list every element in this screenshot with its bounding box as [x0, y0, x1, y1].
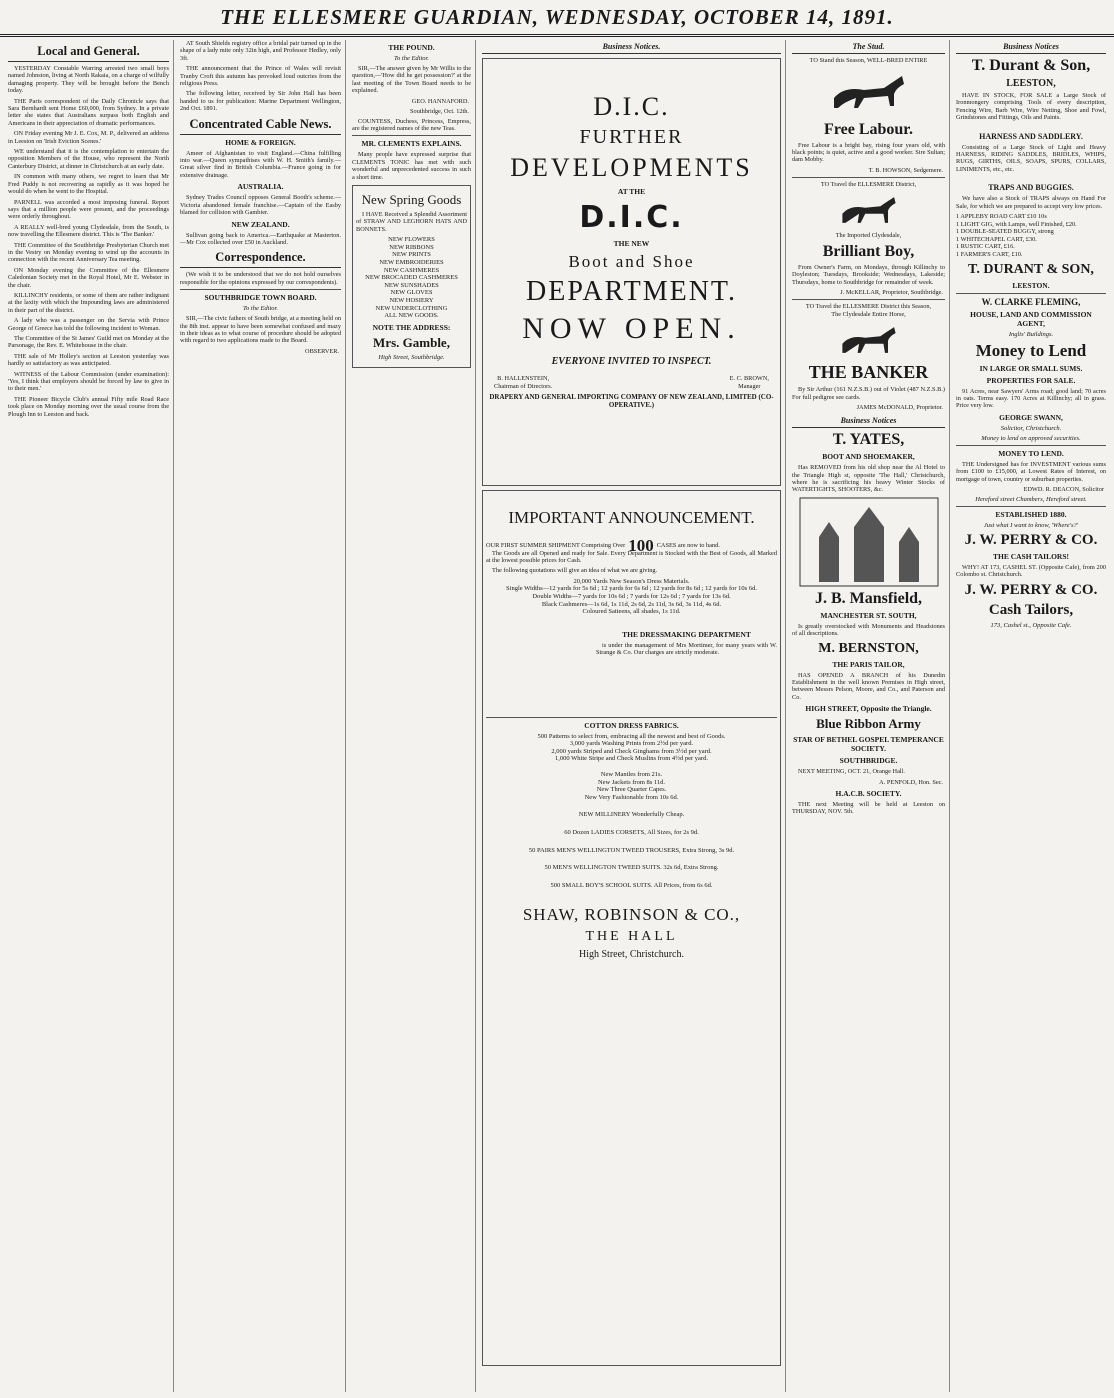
letter-paragraph: SIR,—The answer given by Mr Willis to the question,—'How did he get possession?' at the last meeting of the Town Board needs to be explained.	[352, 65, 471, 95]
everyone-invited: EVERYONE INVITED TO INSPECT.	[551, 356, 712, 367]
ribbon-title: Blue Ribbon Army	[816, 716, 921, 732]
at-the: AT THE	[617, 187, 646, 196]
news-paragraph: ON Friday evening Mr J. E. Cox, M. P., delivered an address in Leeston on 'Irish Eviction Scenes.'	[8, 130, 169, 145]
fleming-subhead: HOUSE, LAND AND COMMISSION AGENT,	[970, 309, 1092, 328]
chairman-role: Chairman of Directors.	[494, 382, 553, 390]
note-address: NOTE THE ADDRESS:	[372, 322, 451, 332]
column-business	[952, 40, 1110, 1392]
column-news-2	[176, 40, 346, 1392]
spring-item: NEW SUNSHADES	[384, 281, 439, 289]
news-paragraph: ON Monday evening the Committee of the Ellesmere Caledonian Society met in the Royal Hotel, Mr E. Webster in the chair.	[8, 266, 169, 289]
mansfield-subhead: MANCHESTER ST. SOUTH,	[820, 610, 917, 620]
ribbon-subhead: STAR OF BETHEL GOSPEL TEMPERANCE SOCIETY.	[793, 735, 944, 754]
news-paragraph: A REALLY well-bred young Clydesdale, from the South, is now travelling the Ellesmere district. This is 'The Banker.'	[8, 223, 169, 239]
column-header: Business Notices.	[482, 40, 781, 54]
fleming-title: W. CLARKE FLEMING,	[981, 296, 1081, 307]
established: ESTABLISHED 1880.	[995, 510, 1067, 520]
perry-paragraph: WHY! AT 173, CASHEL ST. (Opposite Cafe), from 200 Colombo st. Christchurch.	[956, 564, 1106, 579]
spring-intro: I HAVE Received a Splendid Assortment of STRAW AND LEGHORN HATS AND BONNETS.	[356, 211, 467, 233]
column-header: Business Notices	[956, 40, 1106, 54]
divider	[956, 293, 1106, 294]
shaw-address: High Street, Christchurch.	[579, 949, 684, 961]
brilliant-boy-paragraph: From Owner's Farm, on Mondays, through Killinchy to Doyleston; Tuesdays, Brookside; Wednesdays, Lakeside; Thursdays, home to Southbridge for remainder of week.	[792, 264, 945, 286]
free-labour-title: Free Labour.	[824, 120, 913, 138]
goods-paragraph: The Goods are all Opened and ready for Sale. Every Department is Stocked with the Best of Goods, all Marked at the lowest possible prices for Cash.	[486, 549, 777, 564]
spring-item: NEW EMBROIDERIES	[379, 259, 444, 267]
letter-signature: GEO. HANNAFORD.	[411, 97, 469, 105]
company-name: DRAPERY AND GENERAL IMPORTING COMPANY OF NEW ZEALAND, LIMITED (CO-OPERATIVE.)	[489, 393, 774, 410]
mansfield-title: J. B. Mansfield,	[814, 589, 923, 607]
letter-date: Southbridge, Oct. 12th.	[410, 107, 469, 115]
news-paragraph: WITNESS of the Labour Commission (under examination): 'Yes, I think that employers should be forced by law to give in to their men.'	[8, 370, 169, 393]
dressmaking-paragraph: is under the management of Mrs Mortimer, for many years with W. Strange & Co. Our charges are strictly moderate.	[596, 641, 777, 657]
harness-paragraph: Consisting of a Large Stock of Light and Heavy HARNESS, RIDING SADDLES, BRIDLES, WHIPS, RUGS, GIRTHS, OILS, SOAPS, SPURS, COLLARS, LINIMENTS, etc., etc.	[956, 143, 1106, 173]
fleming-address: Inglis' Buildings.	[1008, 330, 1054, 338]
cash-address: 173, Cashel st., Opposite Cafe.	[990, 621, 1072, 629]
column-local-news	[4, 40, 174, 1392]
australia-subhead: AUSTRALIA.	[237, 182, 284, 192]
the-hall: THE HALL	[585, 929, 678, 945]
ribbon-place: SOUTHBRIDGE.	[839, 756, 898, 766]
developments-heading: DEVELOPMENTS	[510, 153, 753, 182]
news-paragraph: THE Committee of the Southbridge Presbyterian Church met in the Vestry on Monday evening to wind up the accounts in connection with the recent Anniversary Tea meeting.	[8, 241, 169, 264]
dressmaking-block	[596, 630, 777, 657]
properties-paragraph: 91 Acres, near Sawyers' Arms road; good land; 70 acres in oats. Terms easy. 170 Acres at Killinchy; all in grass. Price very low.	[956, 387, 1106, 410]
news-paragraph: IN common with many others, we regret to learn that Mr Fred Puddy is not recovering as rapidly as it was hoped he would do when he went to the Hospital.	[8, 173, 169, 196]
trap-item: 1 WHITECHAPEL CART, £30.	[956, 235, 1037, 243]
swann-title: GEORGE SWANN,	[999, 412, 1063, 422]
divider	[486, 717, 777, 718]
traps-paragraph: We have also a Stock of TRAPS always on Hand For Sale, for which we are prepared to accept very low prices.	[956, 195, 1106, 210]
yates-title: T. YATES,	[832, 431, 905, 449]
masthead	[0, 0, 1114, 37]
cable-subhead: HOME & FOREIGN.	[225, 137, 296, 147]
dressmaking-heading: THE DRESSMAKING DEPARTMENT	[622, 629, 751, 639]
news-paragraph: COUNTESS, Duchess, Princess, Empress, are the registered names of the new Teas.	[352, 117, 471, 133]
letter-signature: OBSERVER.	[305, 347, 339, 355]
brilliant-boy-signature: J. McKELLAR, Proprietor, Southbridge.	[840, 289, 943, 297]
manager	[730, 375, 769, 390]
price-line: 500 Patterns to select from, embracing all the newest and best of Goods.	[537, 732, 726, 740]
the-new: THE NEW	[613, 239, 650, 248]
price-line: New Jackets from 8s 11d.	[597, 778, 666, 786]
banker-title: THE BANKER	[808, 362, 929, 383]
price-line: 500 SMALL BOY'S SCHOOL SUITS. All Prices, from 6s 6d.	[550, 881, 713, 889]
mtl-paragraph: THE Undersigned has for INVESTMENT various sums from £100 to £15,000, at Lowest Rates of Interest, on mortgage of town, country or suburban properties.	[956, 460, 1106, 483]
spring-item: NEW RIBBONS	[389, 243, 434, 251]
chairman-name: B. HALLENSTEIN,	[497, 375, 550, 382]
mtl-heading: MONEY TO LEND.	[998, 448, 1064, 458]
travel-notice: TO Travel the ELLESMERE District this Season,	[805, 303, 932, 311]
durant-paragraph: HAVE IN STOCK, FOR SALE a Large Stock of Ironmongery comprising Tools of every description, Fencing Wire, Barb Wire, Wire Netting, Shoe and Fowl, Grindstones and Fittings, Oils and Paints.	[956, 92, 1106, 122]
free-labour-signature: T. B. HOWSON, Sedgemere.	[868, 166, 943, 174]
dic-logo: D.I.C.	[579, 200, 684, 235]
divider	[956, 445, 1106, 446]
nz-paragraph: Sullivan going back to America.—Earthquake at Masterton.—Mr Cox collected over £50 in Auckland.	[180, 231, 341, 246]
hacb-paragraph: THE next Meeting will be held at Leeston on THURSDAY, NOV. 5th.	[792, 800, 945, 816]
manager-name: E. C. BROWN,	[729, 375, 769, 382]
news-paragraph: THE announcement that the Prince of Wales will revisit Tranby Croft this autumn has provoked loud outcries from the religious Press.	[180, 65, 341, 88]
divider	[180, 289, 341, 290]
properties-heading: PROPERTIES FOR SALE.	[986, 375, 1076, 385]
cable-paragraph: Ameer of Afghanistan to visit England.—China fulfilling into war.—Queen sympathises with W. H. Smith's family.—Great silver find in British Columbia.—France going in for extensive drainage.	[180, 149, 341, 179]
deacon-signature: EDWD. R. DEACON, Solicitor	[1023, 486, 1104, 494]
further-heading: FURTHER	[579, 126, 684, 148]
durant-place: LEESTON,	[1006, 78, 1056, 89]
shipment-count: 100	[628, 536, 654, 555]
price-line: New Mantles from 21s.	[600, 770, 663, 778]
spacer	[486, 872, 777, 882]
price-line: 1,000 White Stripe and Check Muslins from 4½d per yard.	[555, 755, 708, 763]
perry-question: Just what I want to know, 'Where's?'	[983, 522, 1079, 530]
spacer	[486, 837, 777, 847]
ribbon-signature: A. PENFOLD, Hon. Sec.	[879, 778, 943, 786]
dic-title: D.I.C.	[593, 92, 670, 121]
column-header: Business Notices	[792, 414, 945, 428]
money-to-lend-title: Money to Lend	[975, 340, 1087, 360]
bernston-subhead: THE PARIS TAILOR,	[832, 659, 905, 669]
banker-signature: JAMES McDONALD, Proprietor.	[856, 404, 943, 412]
stand-notice: TO Stand this Season, WELL-BRED ENTIRE	[809, 57, 928, 64]
column-dic-advert	[478, 40, 786, 1392]
trap-item: 1 APPLEBY ROAD CART £10 10s	[956, 213, 1047, 221]
horse-icon	[834, 191, 904, 229]
section-title: Local and General.	[8, 44, 169, 62]
letter-paragraph: Many people have expressed surprise that CLEMENTS TONIC has met with such wonderful and unprecedented success in such a short time.	[352, 151, 471, 181]
divider	[956, 506, 1106, 507]
trap-item: 1 LIGHT GIG, with Lamps, well Finished, £20.	[956, 220, 1077, 228]
yates-subhead: BOOT AND SHOEMAKER,	[822, 452, 915, 462]
price-line: Coloured Satteens, all shades, 1s 11d.	[582, 608, 681, 616]
advertiser-address: High Street, Southbridge.	[378, 353, 445, 361]
price-line: 3,000 yards Washing Prints from 2½d per yard.	[569, 740, 694, 748]
price-line: 60 Dozen LADIES CORSETS, All Sizes, for 2s 9d.	[564, 828, 699, 836]
news-paragraph: THE sale of Mr Holley's section at Leeston yesterday was hardly so satisfactory as was anticipated.	[8, 352, 169, 368]
travel-notice: TO Travel the ELLESMERE District,	[820, 180, 917, 188]
cash-tailors: Cash Tailors,	[988, 601, 1074, 618]
dic-advert	[482, 58, 781, 486]
now-open-heading: NOW OPEN.	[522, 312, 741, 345]
durant-footer: T. DURANT & SON,	[968, 261, 1094, 277]
spring-item: NEW CASHMERES	[383, 266, 440, 274]
divider	[792, 177, 945, 178]
money-subhead: IN LARGE OR SMALL SUMS.	[979, 363, 1083, 373]
price-line: New Very Fashionable from 10s 6d.	[584, 793, 679, 801]
hacb-title: H.A.C.B. SOCIETY.	[835, 788, 902, 798]
spring-goods-ad	[352, 185, 471, 368]
free-labour-paragraph: Free Labour is a bright bay, rising four years old, with black points; is quiet, active and a good worker. Sire Sultan; dam Mobby.	[792, 141, 945, 164]
cotton-heading: COTTON DRESS FABRICS.	[584, 720, 679, 730]
brilliant-boy-title: Brilliant Boy,	[822, 243, 915, 260]
shipment-line	[486, 536, 777, 555]
news-paragraph: The Committee of the St James' Guild met on Monday at the Parsonage, the Rev. E. Whitehouse in the chair.	[8, 335, 169, 350]
shipment-text-2: CASES are now to hand.	[656, 542, 720, 549]
letter-subhead: SOUTHBRIDGE TOWN BOARD.	[204, 293, 317, 303]
chairman	[494, 375, 552, 390]
to-editor: To the Editor.	[394, 55, 429, 62]
manager-role: Manager	[738, 382, 761, 390]
price-line: New Three Quarter Capes.	[596, 786, 667, 794]
shaw-robinson-advert	[482, 490, 781, 1366]
spacer	[486, 763, 777, 771]
horse-icon	[834, 321, 904, 359]
news-paragraph: YESTERDAY Constable Warring arrested two small boys named Johnston, living at North Rakaia, on a charge of wilfully damaging property. They will be brought before the Bench today.	[8, 65, 169, 95]
news-paragraph: AT South Shields registry office a bridal pair turned up in the shape of a lady mite only 32in high, and Professor Hedley, only 3ft.	[180, 40, 341, 62]
durant-title: T. Durant & Son,	[971, 57, 1091, 74]
quotations-intro: The following quotations will give an idea of what we are giving.	[492, 567, 658, 575]
masthead-title: THE ELLESMERE GUARDIAN, WEDNESDAY, OCTOBER 14, 1891.	[220, 4, 894, 29]
mansfield-paragraph: Is greatly overstocked with Monuments and Headstones of all descriptions.	[792, 622, 945, 638]
spacer	[486, 801, 777, 811]
divider	[792, 299, 945, 300]
spring-item: NEW GLOVES	[390, 289, 433, 297]
price-line: 2,000 yards Striped and Check Ginghams from 3½d per yard.	[551, 747, 712, 755]
swann-paragraph: Money to lend on approved securities.	[981, 434, 1081, 442]
news-paragraph: WE understand that it is the contemplation to entertain the opposition Members of the House, who represent the North Canterbury District, at dinner in Christchurch at an early date.	[8, 148, 169, 170]
perry-title-2: J. W. PERRY & CO.	[964, 581, 1098, 598]
spacer	[486, 854, 777, 864]
traps-heading: TRAPS AND BUGGIES.	[988, 183, 1074, 193]
correspondence-note: (We wish it to be understood that we do not hold ourselves responsible for the opinions expressed by our correspondents).	[180, 271, 341, 286]
price-line: Single Widths—12 yards for 5s 6d ; 12 yards for 6s 6d ; 12 yards for 8s 6d ; 12 yards for 10s 6d.	[506, 585, 757, 593]
yates-paragraph: Has REMOVED from his old shop near the Al Hotel to the Triangle High st, opposite 'The Hall,' Christchurch, where he is sacrificing his heavy Winter Stocks of WATERTIGHTS, SHOOTERS, &c.	[792, 464, 945, 494]
banker-paragraph: By Sir Arthur (161 N.Z.S.B.) out of Violet (487 N.Z.S.B.) For full pedigree see cards.	[792, 386, 945, 401]
price-line: NEW MILLINERY Wonderfully Cheap.	[578, 811, 685, 819]
spring-item: ALL NEW GOODS.	[384, 312, 439, 320]
news-paragraph: The following letter, received by Sir John Hall has been handed to us for publication: Marine Department Wellington, 2nd Oct. 1891.	[180, 90, 341, 113]
spring-item: NEW UNDERCLOTHING	[375, 304, 448, 312]
deacon-address: Hereford street Chambers, Hereford street.	[975, 496, 1087, 504]
australia-paragraph: Sydney Trades Council opposes General Booth's scheme.—Victoria abandoned female franchise.—Captain of the Easby blamed for collision with Gambier.	[180, 194, 341, 217]
monument-icon	[799, 497, 939, 587]
spacer	[486, 819, 777, 829]
horse-icon	[824, 68, 914, 118]
nz-subhead: NEW ZEALAND.	[231, 219, 290, 229]
trap-item: 1 DOUBLE-SEATED BUGGY, strong	[956, 228, 1054, 236]
letter-subhead: MR. CLEMENTS EXPLAINS.	[361, 139, 462, 149]
boot-shoe-heading: Boot and Shoe	[568, 252, 695, 271]
spring-goods-title: New Spring Goods	[361, 192, 462, 208]
spring-item: NEW BROCADED CASHMERES	[365, 274, 458, 282]
cable-news-title: Concentrated Cable News.	[180, 117, 341, 135]
swann-subhead: Solicitor, Christchurch.	[1000, 424, 1062, 432]
price-line: 50 PAIRS MEN'S WELLINGTON TWEED TROUSERS, Extra Strong, 3s 9d.	[528, 846, 735, 854]
ribbon-paragraph: NEXT MEETING, OCT. 21, Orange Hall.	[798, 768, 905, 776]
price-line: 20,000 Yards New Season's Dress Materials.	[573, 577, 690, 585]
divider	[352, 135, 471, 136]
shaw-robinson-name: SHAW, ROBINSON & CO.,	[522, 905, 741, 925]
advertiser-name: Mrs. Gamble,	[373, 334, 450, 350]
column-letters	[348, 40, 476, 1392]
column-stud	[788, 40, 950, 1392]
harness-heading: HARNESS AND SADDLERY.	[979, 131, 1083, 141]
spring-item: NEW HOSIERY	[389, 297, 434, 305]
shipment-text: OUR FIRST SUMMER SHIPMENT Comprising Over	[486, 542, 626, 549]
to-editor: To the Editor.	[243, 305, 278, 313]
letter-paragraph: SIR,—The civic fathers of South bridge, at a meeting held on the 8th inst. appear to have been somewhat confused and mazy in their ideas as to what course of procedure should be adopted with regard to two applications made to the Board.	[180, 315, 341, 345]
perry-title: J. W. PERRY & CO.	[964, 532, 1098, 549]
trap-item: 1 FARMER'S CART, £10.	[956, 251, 1023, 259]
imported-label: The Imported Clydesdale,	[835, 232, 902, 240]
price-line: 50 MEN'S WELLINGTON TWEED SUITS. 32s 6d, Extra Strong.	[544, 864, 719, 872]
durant-footer-place: LEESTON.	[1012, 280, 1050, 290]
department-heading: DEPARTMENT.	[526, 276, 737, 307]
perry-subhead: THE CASH TAILORS!	[993, 552, 1069, 562]
news-paragraph: PARNELL was accorded a most imposing funeral. Report says that a million people were present, and the proceedings were orderly throughout.	[8, 198, 169, 221]
price-line: Black Cashmeres—1s 6d, 1s 11d, 2s 6d, 2s 11d, 3s 6d, 3s 11d, 4s 6d.	[541, 600, 722, 608]
letter-subhead: THE POUND.	[388, 43, 435, 52]
bernston-paragraph: HAS OPENED A BRANCH of his Dunedin Establishment in the well known Premises in High street, between Messrs Pelson, Moore, and Co., and Paterson and Co.	[792, 671, 945, 701]
correspondence-title: Correspondence.	[180, 250, 341, 268]
trap-item: 1 RUSTIC CART, £16.	[956, 243, 1015, 251]
signatories	[494, 375, 769, 390]
news-paragraph: A lady who was a passenger on the Servia with Prince George of Greece has told the following incident to Woman.	[8, 317, 169, 332]
news-paragraph: THE Pioneer Bicycle Club's annual Fifty mile Road Race took place on Monday morning over the usual course from the Plough Inn to Leeston and back.	[8, 395, 169, 418]
important-heading: IMPORTANT ANNOUNCEMENT.	[508, 508, 755, 527]
column-header: The Stud.	[792, 40, 945, 54]
bernston-title: M. BERNSTON,	[818, 640, 919, 656]
news-paragraph: KILLINCHY residents, or some of them are rather indignant at the laxity with which the Impounding laws are administered in their part of the district.	[8, 291, 169, 314]
news-paragraph: THE Paris correspondent of the Daily Chronicle says that Sara Bernhardt sent Home £60,000, from Sydney. In a private letter she states that Australians surpass both English and Americans in their appreciation of dramatic performances.	[8, 97, 169, 127]
price-line: Double Widths—7 yards for 10s 6d ; 7 yards for 12s 6d ; 7 yards for 13s 6d.	[532, 593, 731, 600]
bernston-address: HIGH STREET, Opposite the Triangle.	[805, 704, 932, 714]
spring-item: NEW PRINTS	[392, 251, 431, 259]
spring-item: NEW FLOWERS	[388, 236, 435, 244]
clydesdale-label: The Clydesdale Entire Horse,	[831, 310, 906, 318]
